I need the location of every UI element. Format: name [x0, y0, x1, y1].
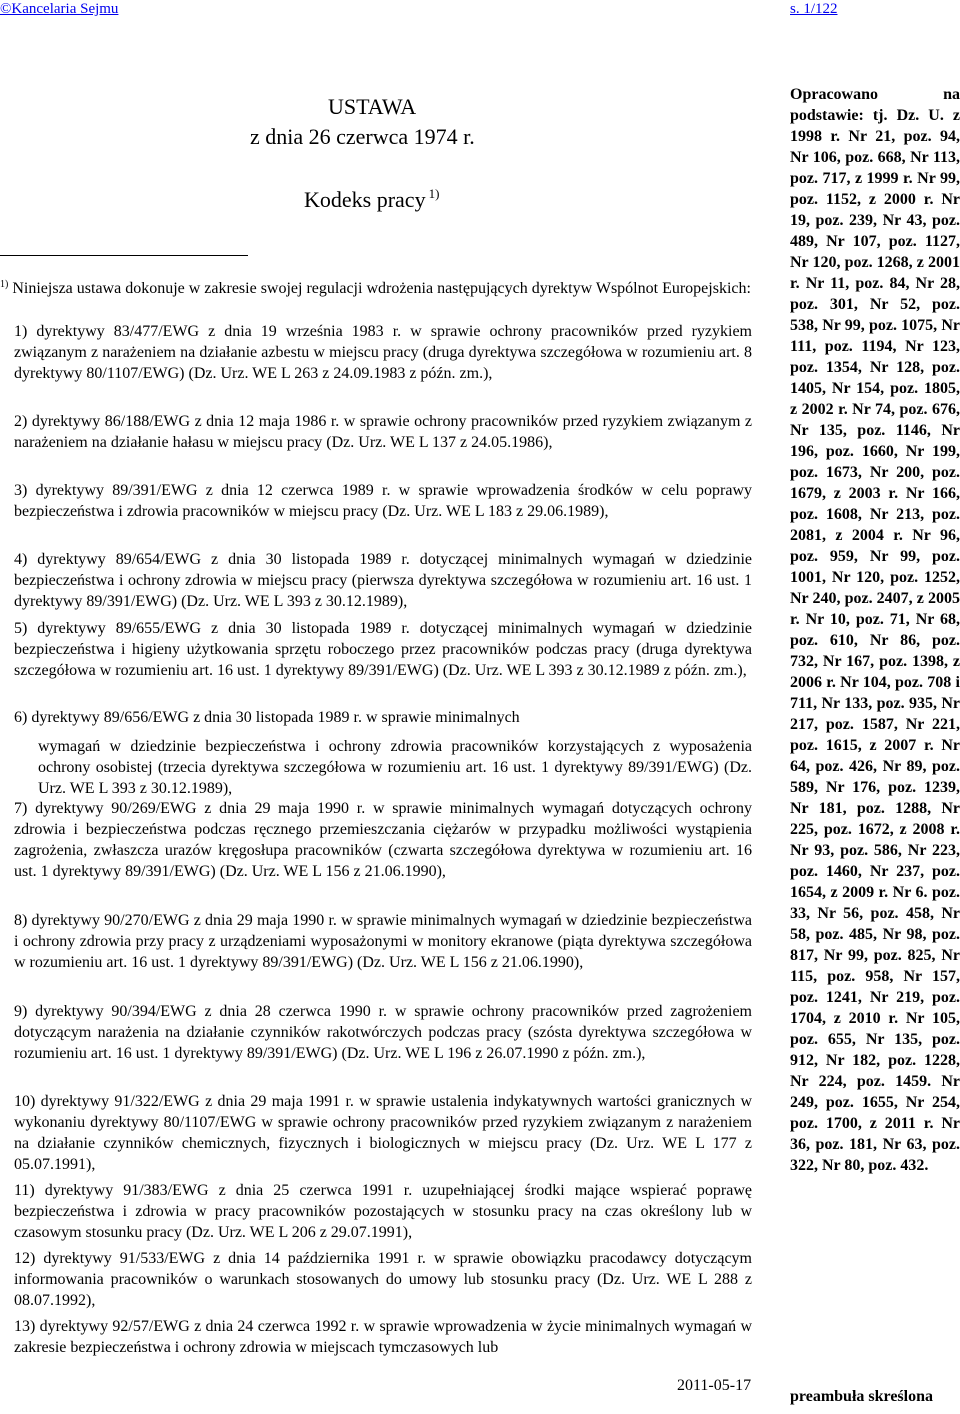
directive-item-8: 8) dyrektywy 90/270/EWG z dnia 29 maja 1990 r. w sprawie minimalnych wymagań w dziedzinie bezpieczeństwa i ochrony zdrowia przy pracy z urządzeniami wyposażonymi w monitory ekranowe (piąta dyrektywa szczegółowa w rozumieniu art. 16 ust. 1 dyrektywy 89/391/EWG) (Dz. Urz. WE L 156 z 21.06.1990), — [14, 912, 752, 971]
directive-item-12: 12) dyrektywy 91/533/EWG z dnia 14 października 1991 r. w sprawie obowiązku pracodawcy dotyczącym informowania pracowników o warunkach stosowanych do umowy lub stosunku pracy (Dz. Urz. WE L 288 z 08.07.1992), — [14, 1250, 752, 1309]
margin-note-preamble: preambuła skreślona — [790, 1388, 933, 1405]
copyright-link[interactable]: ©Kancelaria Sejmu — [0, 1, 119, 17]
directive-item-10: 10) dyrektywy 91/322/EWG z dnia 29 maja 1991 r. w sprawie ustalenia indykatywnych wartości granicznych w wykonaniu dyrektywy 80/1107/EWG w sprawie ochrony pracowników przed ryzykiem związanym z narażeniem na działanie czynników chemicznych, fizycznych i biologicznych w miejscu pracy (Dz. Urz. WE L 177 z 05.07.1991), — [14, 1093, 752, 1173]
document-date: 2011-05-17 — [677, 1377, 752, 1394]
directive-item-11: 11) dyrektywy 91/383/EWG z dnia 25 czerwca 1991 r. uzupełniającej środki mające wspierać poprawę bezpieczeństwa i zdrowia w pracy pracowników pozostających w stosunku pracy na czas określony lub w czasowym stosunku pracy (Dz. Urz. WE L 206 z 29.07.1991), — [14, 1182, 752, 1241]
margin-note-sources: Opracowano na podstawie: tj. Dz. U. z 1998 r. Nr 21, poz. 94, Nr 106, poz. 668, Nr 113, poz. 717, z 1999 r. Nr 99, poz. 1152, z 2000 r. Nr 19, poz. 239, Nr 43, poz. 489, Nr 107, poz. 1127, Nr 120, poz. 1268, z 2001 r. Nr 11, poz. 84, Nr 28, poz. 301, Nr 52, poz. 538, Nr 99, poz. 1075, Nr 111, poz. 1194, Nr 123, poz. 1354, Nr 128, poz. 1405, Nr 154, poz. 1805, z 2002 r. Nr 74, poz. 676, Nr 135, poz. 1146, Nr 196, poz. 1660, Nr 199, poz. 1673, Nr 200, poz. 1679, z 2003 r. Nr 166, poz. 1608, Nr 213, poz. 2081, z 2004 r. Nr 96, poz. 959, Nr 99, poz. 1001, Nr 120, poz. 1252, Nr 240, poz. 2407, z 2005 r. Nr 10, poz. 71, Nr 68, poz. 610, Nr 86, poz. 732, Nr 167, poz. 1398, z 2006 r. Nr 104, poz. 708 i 711, Nr 133, poz. 935, Nr 217, poz. 1587, Nr 221, poz. 1615, z 2007 r. Nr 64, poz. 426, Nr 89, poz. 589, Nr 176, poz. 1239, Nr 181, poz. 1288, Nr 225, poz. 1672, z 2008 r. Nr 93, poz. 586, Nr 223, poz. 1460, Nr 237, poz. 1654, z 2009 r. Nr 6. poz. 33, Nr 56, poz. 458, Nr 58, poz. 485, Nr 98, poz. 817, Nr 99, poz. 825, Nr 115, poz. 958, Nr 157, poz. 1241, Nr 219, poz. 1704, z 2010 r. Nr 105, poz. 655, Nr 135, poz. 912, Nr 182, poz. 1228, Nr 224, poz. 1459. Nr 249, poz. 1655, Nr 254, poz. 1700, z 2011 r. Nr 36, poz. 181, Nr 63, poz. 322, Nr 80, poz. 432. — [790, 86, 960, 1174]
footnote-ref[interactable]: 1) — [428, 186, 440, 201]
act-date-heading: z dnia 26 czerwca 1974 r. — [250, 124, 475, 149]
footnote-marker: 1) — [0, 279, 9, 290]
directive-item-6: 6) dyrektywy 89/656/EWG z dnia 30 listopada 1989 r. w sprawie minimalnych — [14, 709, 520, 726]
footnote-separator — [0, 255, 248, 256]
act-title-heading — [304, 186, 439, 213]
directive-item-4: 4) dyrektywy 89/654/EWG z dnia 30 listopada 1989 r. dotyczącej minimalnych wymagań w dziedzinie bezpieczeństwa i ochrony zdrowia w miejscu pracy (pierwsza dyrektywa szczegółowa w rozumieniu art. 16 ust. 1 dyrektywy 89/391/EWG) (Dz. Urz. WE L 393 z 30.12.1989), — [14, 551, 752, 610]
directive-item-6-continued: wymagań w dziedzinie bezpieczeństwa i ochrony zdrowia pracowników korzystających z wyposażenia ochrony osobistej (trzecia dyrektywa szczegółowa w rozumieniu art. 16 ust. 1 dyrektywy 89/391/EWG) (Dz. Urz. WE L 393 z 30.12.1989), — [38, 738, 752, 797]
directive-item-13: 13) dyrektywy 92/57/EWG z dnia 24 czerwca 1992 r. w sprawie wprowadzenia w życie minimalnych wymagań w zakresie bezpieczeństwa i ochrony zdrowia w miejscach tymczasowych lub — [14, 1318, 752, 1356]
act-title-text: Kodeks pracy — [304, 187, 426, 212]
directive-item-1: 1) dyrektywy 83/477/EWG z dnia 19 września 1983 r. w sprawie ochrony pracowników przed ryzykiem związanym z narażeniem na działanie azbestu w miejscu pracy (druga dyrektywa szczegółowa w rozumieniu art. 8 dyrektywy 80/1107/EWG) (Dz. Urz. WE L 263 z 24.09.1983 z późn. zm.), — [14, 323, 752, 382]
directive-item-2: 2) dyrektywy 86/188/EWG z dnia 12 maja 1986 r. w sprawie ochrony pracowników przed ryzykiem związanym z narażeniem na działanie hałasu w miejscu pracy (Dz. Urz. WE L 137 z 24.05.1986), — [14, 413, 752, 451]
footnote-intro — [0, 274, 752, 299]
directive-item-7: 7) dyrektywy 90/269/EWG z dnia 29 maja 1990 r. w sprawie minimalnych wymagań dotyczących ochrony zdrowia i bezpieczeństwa podczas ręcznego przemieszczania ciężarów w przypadku możliwości wystąpienia zagrożenia, zwłaszcza urazów kręgosłupa pracowników (czwarta szczegółowa dyrektywa w rozumieniu art. 16 ust. 1 dyrektywy 89/391/EWG) (Dz. Urz. WE L 156 z 21.06.1990), — [14, 800, 752, 880]
directive-item-9: 9) dyrektywy 90/394/EWG z dnia 28 czerwca 1990 r. w sprawie ochrony pracowników przed zagrożeniem dotyczącym narażenia na działanie czynników rakotwórczych podczas pracy (szósta dyrektywa szczegółowa w rozumieniu art. 16 ust. 1 dyrektywy 89/391/EWG) (Dz. Urz. WE L 196 z 26.07.1990 z późn. zm.), — [14, 1003, 752, 1062]
footnote-text: Niniejsza ustawa dokonuje w zakresie swojej regulacji wdrożenia następujących dyrektyw Wspólnot Europejskich: — [12, 280, 751, 297]
directive-item-5: 5) dyrektywy 89/655/EWG z dnia 30 listopada 1989 r. dotyczącej minimalnych wymagań w dziedzinie bezpieczeństwa i higieny użytkowania sprzętu roboczego przez pracowników podczas pracy (druga dyrektywa szczegółowa w rozumieniu art. 16 ust. 1 dyrektywy 89/391/EWG) (Dz. Urz. WE L 393 z 30.12.1989 z późn. zm.), — [14, 620, 752, 679]
page-number-link[interactable]: s. 1/122 — [790, 1, 838, 17]
act-type-heading: USTAWA — [328, 94, 417, 119]
directive-item-3: 3) dyrektywy 89/391/EWG z dnia 12 czerwca 1989 r. w sprawie wprowadzenia środków w celu poprawy bezpieczeństwa i zdrowia pracowników w miejscu pracy (Dz. Urz. WE L 183 z 29.06.1989), — [14, 482, 752, 520]
